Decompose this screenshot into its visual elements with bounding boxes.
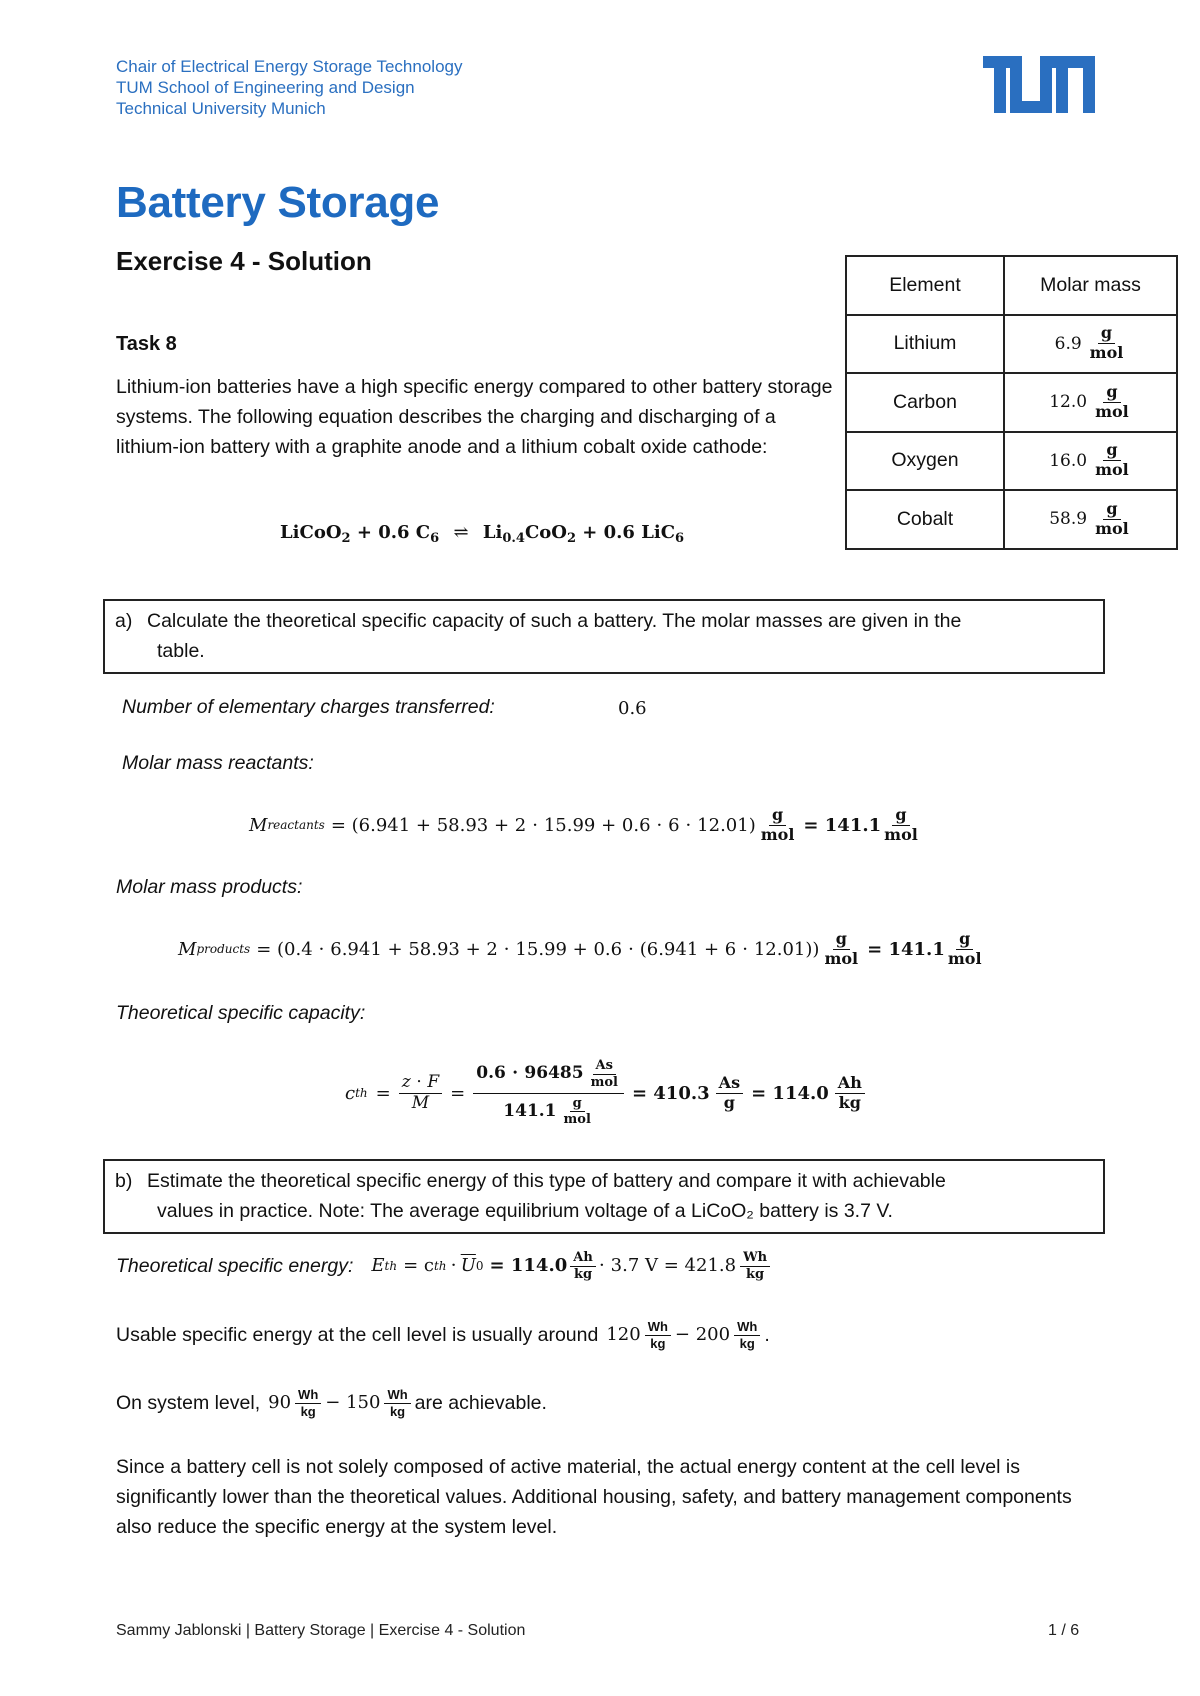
reversible-arrow-icon: ⇌ (453, 522, 469, 543)
cell-high-value: − 200 (674, 1324, 731, 1346)
closing-paragraph: Since a battery cell is not solely composed of active material, the actual energy content at the cell level is significantly lower than the theoretical values. Additional housing, safety, and battery management components also reduce the specific energy at the system level. (116, 1456, 1072, 1538)
question-b-line2: values in practice. Note: The average equilibrium voltage of a LiCoO₂ battery is 3.7 V. (157, 1200, 893, 1222)
reactants-result: = 141.1 (803, 814, 882, 836)
table-row: Lithium 6.9 $\frac{g}{\text{mol}}$ (846, 315, 1177, 374)
specific-energy-line: Theoretical specific energy: E th = c th ⋅ $\overline{U}$ 0 = 114.0 $\frac{Ah}{kg}$ ⋅ 3.7 V = 421.8 $\frac{Wh}{kg}$ (116, 1251, 770, 1281)
institution-header (116, 56, 462, 119)
page-title: Battery Storage (116, 178, 440, 227)
system-high-value: − 150 (325, 1392, 381, 1414)
reactants-label: Molar mass reactants: (122, 752, 314, 774)
molar-mass-value: 6.9 (1054, 333, 1082, 354)
question-letter-b: b) (115, 1170, 133, 1192)
capacity-result-ah-kg: = 114.0 (751, 1082, 829, 1104)
charges-label: Number of elementary charges transferred: (122, 696, 495, 718)
charges-value: 0.6 (618, 698, 647, 719)
footer-author: Sammy Jablonski | Battery Storage | Exercise 4 - Solution (116, 1622, 526, 1639)
question-b-line1: Estimate the theoretical specific energy of this type of battery and compare it with achievable (147, 1170, 946, 1192)
question-box-b (103, 1159, 1105, 1234)
reaction-rhs1: Li (482, 522, 503, 543)
header-line-school: TUM School of Engineering and Design (116, 78, 415, 97)
header-line-chair: Chair of Electrical Energy Storage Technology (116, 57, 463, 76)
question-letter-a: a) (115, 610, 133, 632)
reactants-expression: = (6.941 + 58.93 + 2 ⋅ 15.99 + 0.6 ⋅ 6 ⋅ 12.01) (330, 814, 756, 836)
reaction-lhs1: LiCoO (280, 522, 342, 543)
system-level-line: On system level, 90 $\frac{Wh}{kg}$ − 150 $\frac{Wh}{kg}$ are achievable. (116, 1387, 547, 1419)
table-header-molar-mass: Molar mass (1004, 256, 1177, 315)
page-number: 1 / 6 (1048, 1622, 1080, 1639)
table-row: Oxygen 16.0 $\frac{g}{\text{mol}}$ (846, 432, 1177, 491)
reaction-plus1: + 0.6 C (356, 522, 431, 543)
products-equation: M products = (0.4 ⋅ 6.941 + 58.93 + 2 ⋅ 15.99 + 0.6 ⋅ (6.941 + 6 ⋅ 12.01)) $\frac{g}{\text{mol}}$ = 141.1 $\frac{g}{\text{mol}}$ (178, 928, 982, 968)
molar-mass-value: 58.9 (1049, 509, 1088, 530)
element-name: Oxygen (846, 432, 1004, 491)
reactants-equation: M reactants = (6.941 + 58.93 + 2 ⋅ 15.99 + 0.6 ⋅ 6 ⋅ 12.01) $\frac{g}{\text{mol}}$ = 141.1 $\frac{g}{\text{mol}}$ (249, 804, 918, 844)
task-intro: Lithium-ion batteries have a high specific energy compared to other battery storage systems. The following equation describes the charging and discharging of a lithium-ion battery with a graphite anode and a lithium cobalt oxide cathode: (116, 376, 833, 458)
system-low-value: 90 (268, 1392, 292, 1414)
task-label: Task 8 (116, 333, 177, 355)
question-a-line2: table. (157, 640, 205, 662)
element-name: Cobalt (846, 490, 1004, 549)
tum-logo-icon (983, 56, 1095, 113)
reaction-plus2: + 0.6 LiC (582, 522, 676, 543)
molar-mass-table (845, 255, 1178, 550)
theoretical-energy-result: ⋅ 3.7 V = 421.8 (598, 1255, 737, 1277)
table-row: Carbon 12.0 $\frac{g}{\text{mol}}$ (846, 373, 1177, 432)
question-a-line1: Calculate the theoretical specific capacity of such a battery. The molar masses are given in the (147, 610, 962, 632)
element-name: Carbon (846, 373, 1004, 432)
cell-low-value: 120 (606, 1324, 641, 1346)
table-row: Cobalt 58.9 $\frac{g}{\text{mol}}$ (846, 490, 1177, 549)
products-expression: = (0.4 ⋅ 6.941 + 58.93 + 2 ⋅ 15.99 + 0.6 ⋅ (6.941 + 6 ⋅ 12.01)) (256, 938, 820, 960)
page-subtitle: Exercise 4 - Solution (116, 246, 372, 276)
table-header-element: Element (846, 256, 1004, 315)
element-name: Lithium (846, 315, 1004, 374)
products-result: = 141.1 (867, 938, 945, 960)
question-box-a (103, 599, 1105, 674)
products-label: Molar mass products: (116, 876, 303, 898)
capacity-result-as-g: = 410.3 (631, 1082, 710, 1104)
header-line-university: Technical University Munich (116, 99, 326, 118)
cell-level-line: Usable specific energy at the cell level is usually around 120 $\frac{Wh}{kg}$ − 200 $\frac{Wh}{kg}$ . (116, 1319, 770, 1351)
table-header-row (846, 256, 1177, 315)
capacity-label: Theoretical specific capacity: (116, 1002, 366, 1024)
capacity-equation: c th = $\frac{z \cdot F}{M}$ = 0.6 ⋅ 96485 $\frac{As}{\text{mol}}$ 141.1 $\frac{g}{\text{mol}}$ = 410.3 $\frac{As}{g}$ = 114.0 $\frac{Ah}{kg}$ (345, 1050, 865, 1136)
molar-mass-value: 16.0 (1049, 450, 1088, 471)
molar-mass-value: 12.0 (1049, 392, 1088, 413)
energy-label: Theoretical specific energy: (116, 1255, 354, 1278)
reaction-equation: LiCoO$_2$ + 0.6 $C_6$ ⇌ $Li_{0.4}CoO_2 + 0.6$ LiC$_6$ (280, 522, 685, 546)
